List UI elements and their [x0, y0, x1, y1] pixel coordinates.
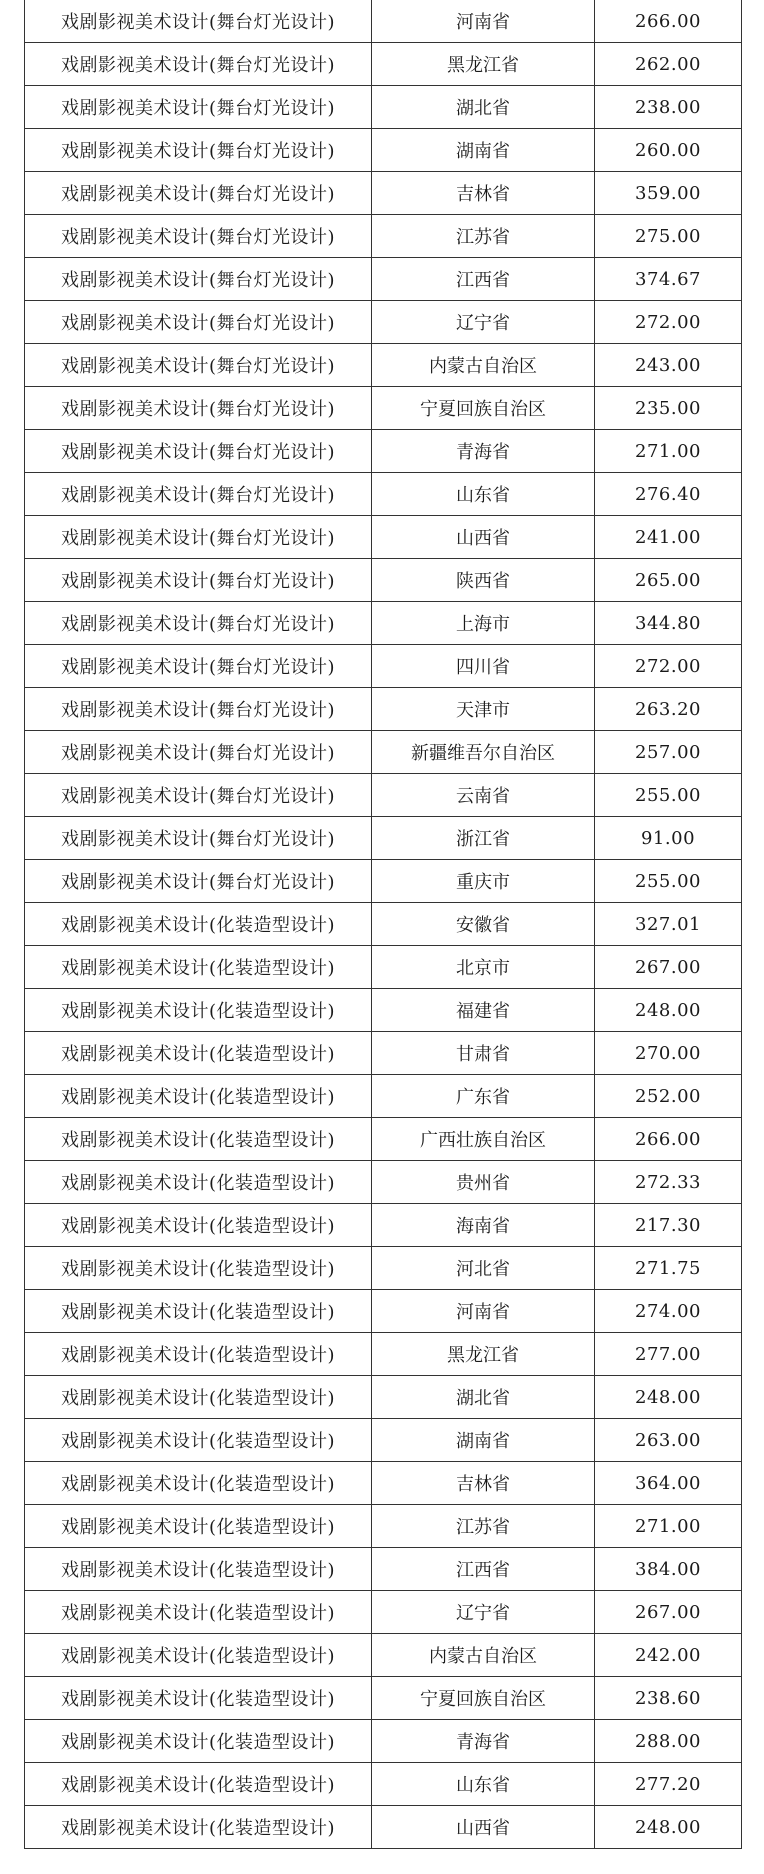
score-cell: 267.00 — [595, 1591, 742, 1634]
province-cell: 河南省 — [372, 1290, 595, 1333]
table-row — [25, 860, 742, 903]
major-cell: 戏剧影视美术设计(舞台灯光设计) — [25, 860, 372, 903]
province-cell: 广东省 — [372, 1075, 595, 1118]
province-cell: 贵州省 — [372, 1161, 595, 1204]
table-row — [25, 1161, 742, 1204]
table-row — [25, 1548, 742, 1591]
table-row — [25, 129, 742, 172]
province-cell: 山东省 — [372, 1763, 595, 1806]
major-cell: 戏剧影视美术设计(舞台灯光设计) — [25, 258, 372, 301]
score-cell: 248.00 — [595, 1376, 742, 1419]
score-cell: 277.00 — [595, 1333, 742, 1376]
major-cell: 戏剧影视美术设计(舞台灯光设计) — [25, 86, 372, 129]
table-row — [25, 645, 742, 688]
major-cell: 戏剧影视美术设计(舞台灯光设计) — [25, 301, 372, 344]
province-cell: 江苏省 — [372, 215, 595, 258]
table-row — [25, 430, 742, 473]
major-cell: 戏剧影视美术设计(化装造型设计) — [25, 1720, 372, 1763]
major-cell: 戏剧影视美术设计(化装造型设计) — [25, 1118, 372, 1161]
major-cell: 戏剧影视美术设计(化装造型设计) — [25, 1677, 372, 1720]
table-body — [25, 0, 742, 1849]
score-cell: 266.00 — [595, 1118, 742, 1161]
major-cell: 戏剧影视美术设计(化装造型设计) — [25, 1462, 372, 1505]
province-cell: 天津市 — [372, 688, 595, 731]
major-cell: 戏剧影视美术设计(舞台灯光设计) — [25, 387, 372, 430]
province-cell: 山东省 — [372, 473, 595, 516]
major-cell: 戏剧影视美术设计(化装造型设计) — [25, 1763, 372, 1806]
table-row — [25, 215, 742, 258]
province-cell: 河南省 — [372, 0, 595, 43]
province-cell: 甘肃省 — [372, 1032, 595, 1075]
score-cell: 242.00 — [595, 1634, 742, 1677]
major-cell: 戏剧影视美术设计(化装造型设计) — [25, 1806, 372, 1849]
province-cell: 广西壮族自治区 — [372, 1118, 595, 1161]
province-cell: 陕西省 — [372, 559, 595, 602]
major-cell: 戏剧影视美术设计(化装造型设计) — [25, 903, 372, 946]
province-cell: 上海市 — [372, 602, 595, 645]
province-cell: 新疆维吾尔自治区 — [372, 731, 595, 774]
score-cell: 272.00 — [595, 645, 742, 688]
table-row — [25, 344, 742, 387]
province-cell: 黑龙江省 — [372, 43, 595, 86]
table-row — [25, 0, 742, 43]
province-cell: 内蒙古自治区 — [372, 1634, 595, 1677]
major-cell: 戏剧影视美术设计(化装造型设计) — [25, 1548, 372, 1591]
province-cell: 宁夏回族自治区 — [372, 1677, 595, 1720]
major-cell: 戏剧影视美术设计(舞台灯光设计) — [25, 645, 372, 688]
score-cell: 327.01 — [595, 903, 742, 946]
major-cell: 戏剧影视美术设计(化装造型设计) — [25, 1204, 372, 1247]
table-row — [25, 1118, 742, 1161]
table-row — [25, 989, 742, 1032]
province-cell: 湖北省 — [372, 1376, 595, 1419]
table-row — [25, 1505, 742, 1548]
province-cell: 河北省 — [372, 1247, 595, 1290]
score-cell: 274.00 — [595, 1290, 742, 1333]
province-cell: 黑龙江省 — [372, 1333, 595, 1376]
table-row — [25, 1075, 742, 1118]
score-cell: 248.00 — [595, 1806, 742, 1849]
table-row — [25, 1032, 742, 1075]
score-cell: 384.00 — [595, 1548, 742, 1591]
table-row — [25, 1806, 742, 1849]
province-cell: 辽宁省 — [372, 1591, 595, 1634]
major-cell: 戏剧影视美术设计(舞台灯光设计) — [25, 473, 372, 516]
province-cell: 湖南省 — [372, 129, 595, 172]
province-cell: 青海省 — [372, 430, 595, 473]
major-cell: 戏剧影视美术设计(舞台灯光设计) — [25, 215, 372, 258]
major-cell: 戏剧影视美术设计(化装造型设计) — [25, 1161, 372, 1204]
score-cell: 276.40 — [595, 473, 742, 516]
major-cell: 戏剧影视美术设计(舞台灯光设计) — [25, 516, 372, 559]
major-cell: 戏剧影视美术设计(舞台灯光设计) — [25, 688, 372, 731]
score-cell: 260.00 — [595, 129, 742, 172]
score-cell: 275.00 — [595, 215, 742, 258]
province-cell: 青海省 — [372, 1720, 595, 1763]
province-cell: 浙江省 — [372, 817, 595, 860]
table-row — [25, 473, 742, 516]
score-cell: 288.00 — [595, 1720, 742, 1763]
score-cell: 91.00 — [595, 817, 742, 860]
score-cell: 359.00 — [595, 172, 742, 215]
score-cell: 270.00 — [595, 1032, 742, 1075]
province-cell: 内蒙古自治区 — [372, 344, 595, 387]
score-cell: 374.67 — [595, 258, 742, 301]
major-cell: 戏剧影视美术设计(化装造型设计) — [25, 1419, 372, 1462]
score-cell: 364.00 — [595, 1462, 742, 1505]
province-cell: 辽宁省 — [372, 301, 595, 344]
major-cell: 戏剧影视美术设计(舞台灯光设计) — [25, 0, 372, 43]
major-cell: 戏剧影视美术设计(化装造型设计) — [25, 989, 372, 1032]
table-row — [25, 1290, 742, 1333]
major-cell: 戏剧影视美术设计(化装造型设计) — [25, 1333, 372, 1376]
score-cell: 267.00 — [595, 946, 742, 989]
province-cell: 海南省 — [372, 1204, 595, 1247]
table-row — [25, 774, 742, 817]
score-cell: 271.75 — [595, 1247, 742, 1290]
score-cell: 217.30 — [595, 1204, 742, 1247]
province-cell: 山西省 — [372, 1806, 595, 1849]
major-cell: 戏剧影视美术设计(舞台灯光设计) — [25, 731, 372, 774]
major-cell: 戏剧影视美术设计(舞台灯光设计) — [25, 129, 372, 172]
table-row — [25, 946, 742, 989]
score-cell: 243.00 — [595, 344, 742, 387]
table-row — [25, 258, 742, 301]
score-cell: 272.00 — [595, 301, 742, 344]
table-row — [25, 688, 742, 731]
province-cell: 福建省 — [372, 989, 595, 1032]
table-row — [25, 1677, 742, 1720]
major-cell: 戏剧影视美术设计(化装造型设计) — [25, 1505, 372, 1548]
score-cell: 235.00 — [595, 387, 742, 430]
table-row — [25, 817, 742, 860]
table-row — [25, 301, 742, 344]
score-cell: 271.00 — [595, 1505, 742, 1548]
province-cell: 重庆市 — [372, 860, 595, 903]
table-row — [25, 731, 742, 774]
score-cell: 265.00 — [595, 559, 742, 602]
table-row — [25, 1634, 742, 1677]
major-cell: 戏剧影视美术设计(化装造型设计) — [25, 1376, 372, 1419]
major-cell: 戏剧影视美术设计(化装造型设计) — [25, 1634, 372, 1677]
score-cell: 263.20 — [595, 688, 742, 731]
score-cell: 263.00 — [595, 1419, 742, 1462]
score-cell: 272.33 — [595, 1161, 742, 1204]
table-row — [25, 1591, 742, 1634]
province-cell: 四川省 — [372, 645, 595, 688]
major-cell: 戏剧影视美术设计(舞台灯光设计) — [25, 430, 372, 473]
table-row — [25, 1333, 742, 1376]
table-row — [25, 1376, 742, 1419]
major-cell: 戏剧影视美术设计(化装造型设计) — [25, 1247, 372, 1290]
table-row — [25, 172, 742, 215]
major-cell: 戏剧影视美术设计(化装造型设计) — [25, 1075, 372, 1118]
table-row — [25, 602, 742, 645]
major-cell: 戏剧影视美术设计(舞台灯光设计) — [25, 344, 372, 387]
score-cell: 255.00 — [595, 774, 742, 817]
table-row — [25, 86, 742, 129]
province-cell: 江西省 — [372, 1548, 595, 1591]
admission-score-table — [24, 0, 742, 1849]
major-cell: 戏剧影视美术设计(化装造型设计) — [25, 1591, 372, 1634]
major-cell: 戏剧影视美术设计(舞台灯光设计) — [25, 774, 372, 817]
score-cell: 252.00 — [595, 1075, 742, 1118]
score-cell: 266.00 — [595, 0, 742, 43]
score-cell: 238.00 — [595, 86, 742, 129]
major-cell: 戏剧影视美术设计(化装造型设计) — [25, 1032, 372, 1075]
score-cell: 257.00 — [595, 731, 742, 774]
major-cell: 戏剧影视美术设计(舞台灯光设计) — [25, 43, 372, 86]
province-cell: 云南省 — [372, 774, 595, 817]
province-cell: 江西省 — [372, 258, 595, 301]
table-row — [25, 1462, 742, 1505]
score-cell: 277.20 — [595, 1763, 742, 1806]
province-cell: 吉林省 — [372, 1462, 595, 1505]
table-row — [25, 1247, 742, 1290]
major-cell: 戏剧影视美术设计(舞台灯光设计) — [25, 817, 372, 860]
table-row — [25, 903, 742, 946]
province-cell: 宁夏回族自治区 — [372, 387, 595, 430]
score-cell: 344.80 — [595, 602, 742, 645]
table-row — [25, 1720, 742, 1763]
major-cell: 戏剧影视美术设计(舞台灯光设计) — [25, 602, 372, 645]
score-cell: 262.00 — [595, 43, 742, 86]
province-cell: 湖南省 — [372, 1419, 595, 1462]
major-cell: 戏剧影视美术设计(化装造型设计) — [25, 946, 372, 989]
table-row — [25, 387, 742, 430]
province-cell: 吉林省 — [372, 172, 595, 215]
major-cell: 戏剧影视美术设计(舞台灯光设计) — [25, 172, 372, 215]
score-cell: 241.00 — [595, 516, 742, 559]
table-row — [25, 1204, 742, 1247]
table-row — [25, 559, 742, 602]
score-cell: 248.00 — [595, 989, 742, 1032]
score-cell: 255.00 — [595, 860, 742, 903]
score-cell: 238.60 — [595, 1677, 742, 1720]
table-row — [25, 1419, 742, 1462]
score-cell: 271.00 — [595, 430, 742, 473]
province-cell: 安徽省 — [372, 903, 595, 946]
province-cell: 山西省 — [372, 516, 595, 559]
province-cell: 北京市 — [372, 946, 595, 989]
table-row — [25, 43, 742, 86]
table-row — [25, 516, 742, 559]
province-cell: 湖北省 — [372, 86, 595, 129]
province-cell: 江苏省 — [372, 1505, 595, 1548]
major-cell: 戏剧影视美术设计(化装造型设计) — [25, 1290, 372, 1333]
major-cell: 戏剧影视美术设计(舞台灯光设计) — [25, 559, 372, 602]
table-row — [25, 1763, 742, 1806]
